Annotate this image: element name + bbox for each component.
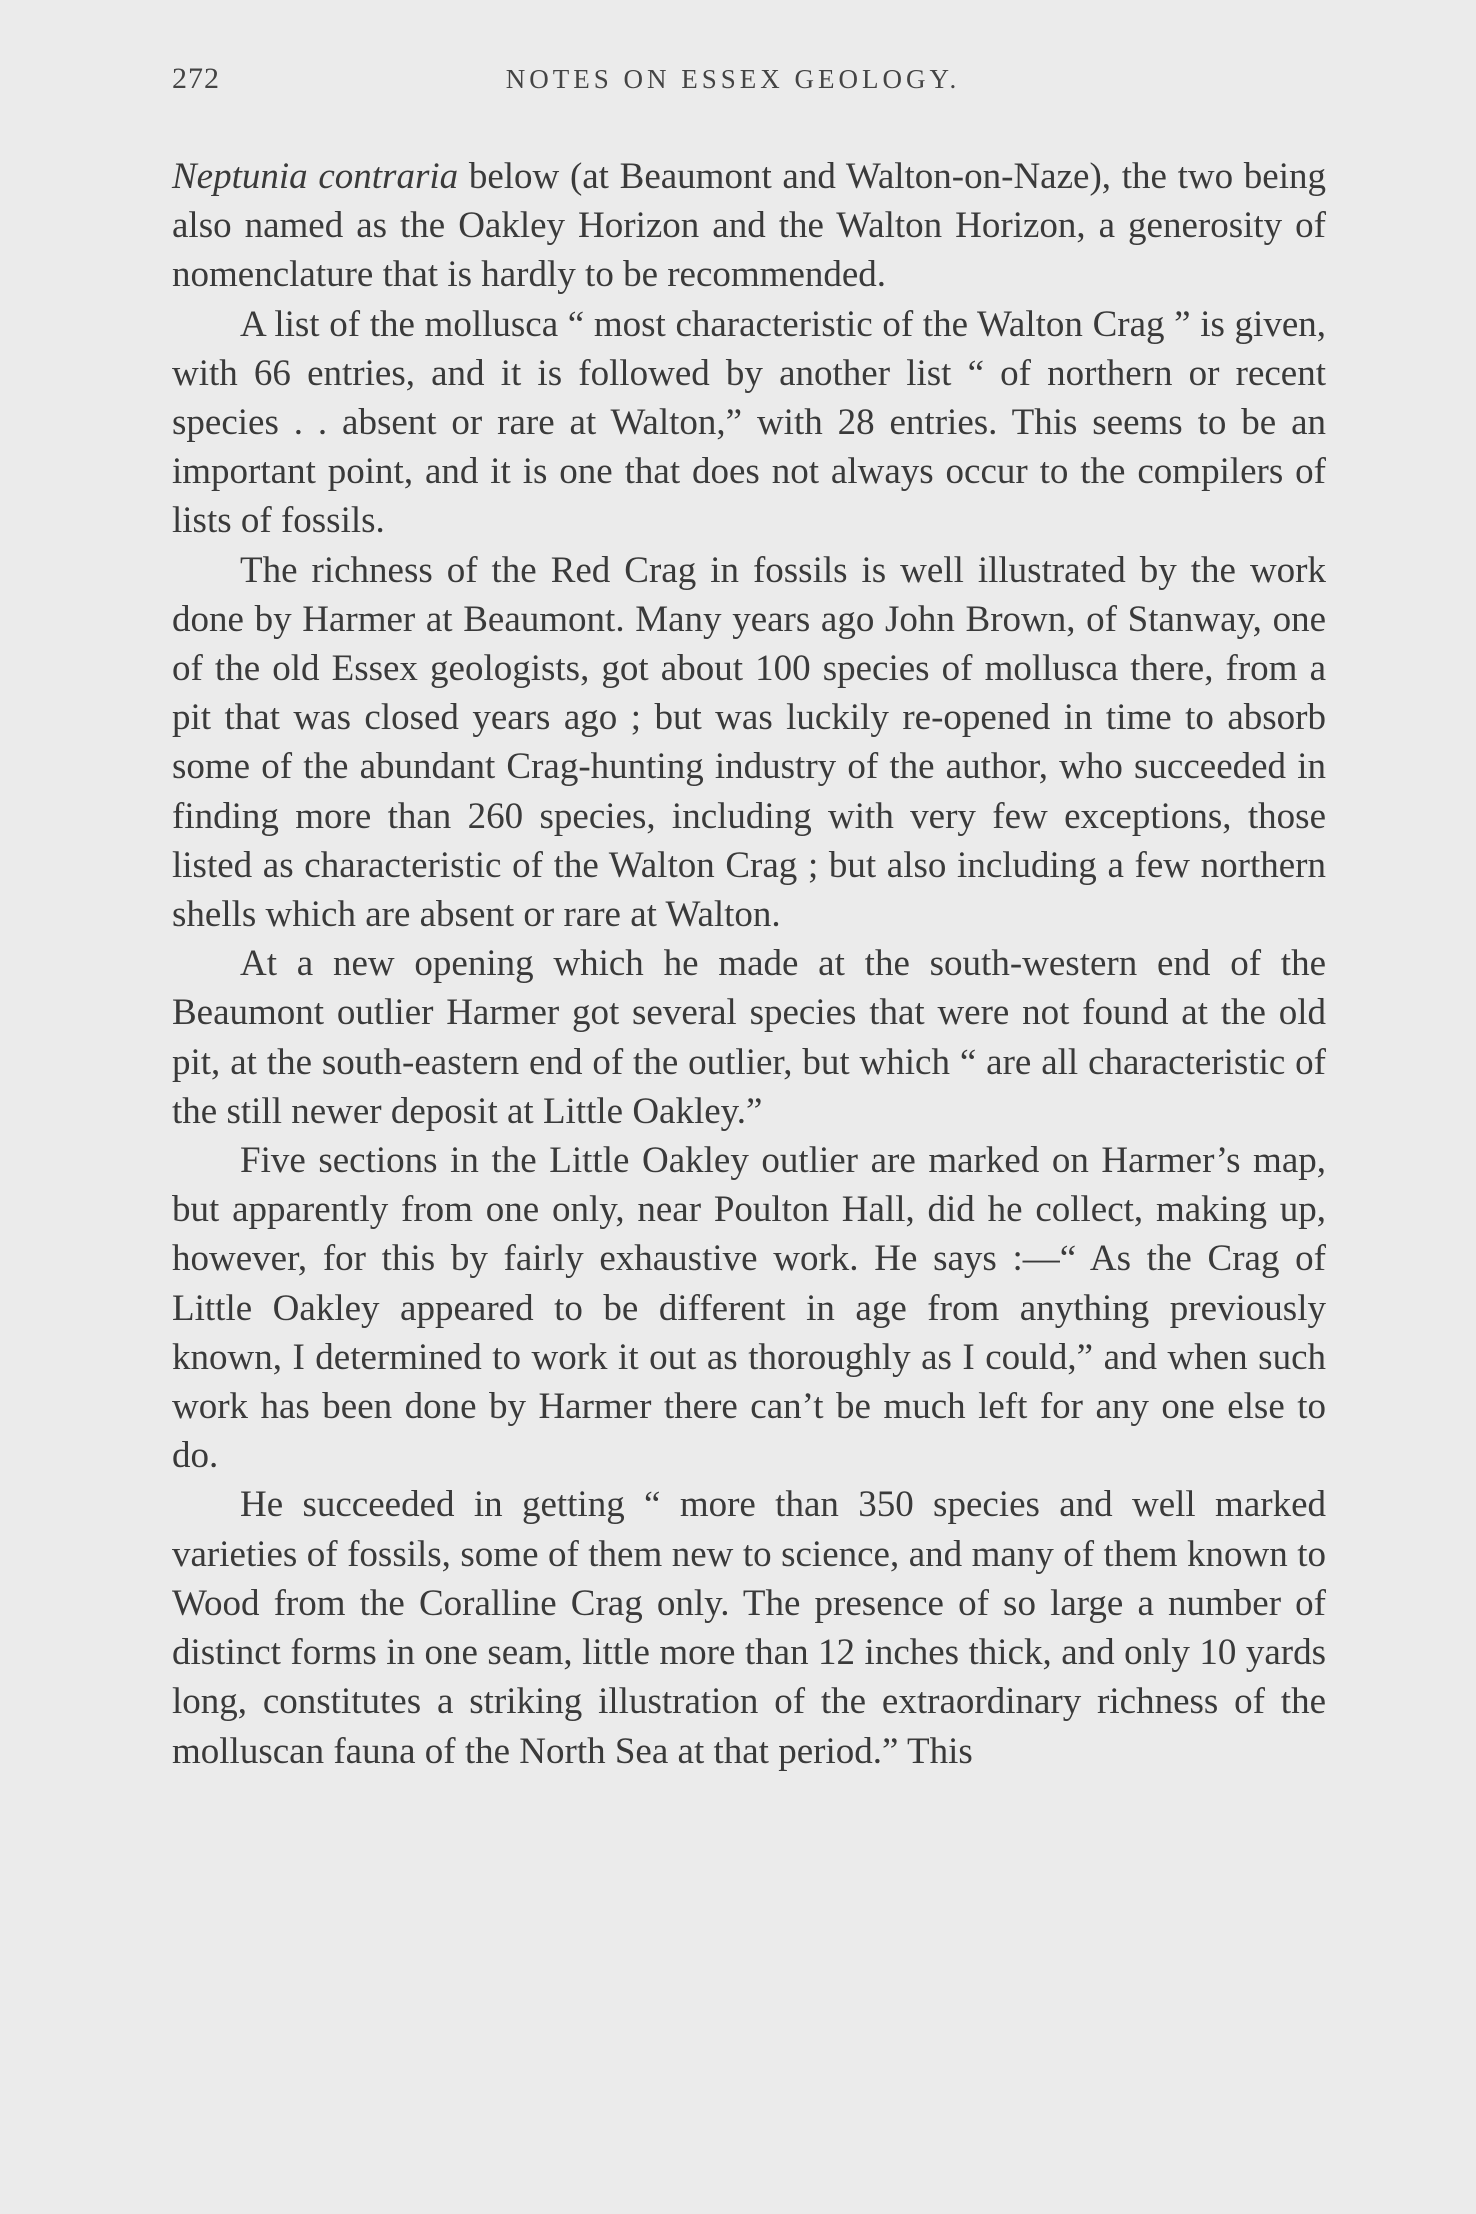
page-header	[172, 62, 1326, 102]
paragraph: The richness of the Red Crag in fossils is well illustrated by the work done by Harmer at Beaumont. Many years ago John Brown, of Stanway, one of the old Essex geologists, got about 100 species of mollusca there, from a pit that was closed years ago ; but was luckily re-opened in time to absorb some of the abundant Crag-hunting industry of the author, who succeeded in finding more than 260 species, including with very few exceptions, those listed as characteristic of the Walton Crag ; but also including a few northern shells which are absent or rare at Walton.	[172, 549, 1326, 936]
paragraph: He succeeded in getting “ more than 350 species and well marked varieties of fossils, some of them new to science, and many of them known to Wood from the Coralline Crag only. The presence of so large a number of distinct forms in one seam, little more than 12 inches thick, and only 10 yards long, constitutes a striking illustration of the extraordinary richness of the molluscan fauna of the North Sea at that period.” This	[172, 1484, 1326, 1772]
page-number: 272	[172, 62, 220, 95]
paragraph: Five sections in the Little Oakley outlier are marked on Harmer’s map, but apparently from one only, near Poulton Hall, did he collect, making up, however, for this by fairly exhaustive work. He says :—“ As the Crag of Little Oakley appeared to be different in age from anything previously known, I determined to work it out as thoroughly as I could,” and when such work has been done by Harmer there can’t be much left for any one else to do.	[172, 1140, 1326, 1477]
italic-species-name: Neptunia contraria	[172, 156, 459, 197]
body-text	[172, 152, 1326, 1776]
paragraph: A list of the mollusca “ most characteristic of the Walton Crag ” is given, with 66 entries, and it is followed by another list “ of northern or recent species . . absent or rare at Walton,” with 28 entries. This seems to be an important point, and it is one that does not always occur to the compilers of lists of fossils.	[172, 303, 1326, 542]
paragraph-text: below (at Beaumont and Walton-on-Naze), the two being also named as the Oakley Horizon and the Walton Horizon, a generosity of nomenclature that is hardly to be recommended.	[172, 156, 1326, 296]
running-head: NOTES ON ESSEX GEOLOGY.	[505, 64, 961, 94]
paragraph	[172, 152, 1326, 300]
paragraph: At a new opening which he made at the south-western end of the Beaumont outlier Harmer got several species that were not found at the old pit, at the south-eastern end of the outlier, but which “ are all characteristic of the still newer deposit at Little Oakley.”	[172, 943, 1326, 1132]
